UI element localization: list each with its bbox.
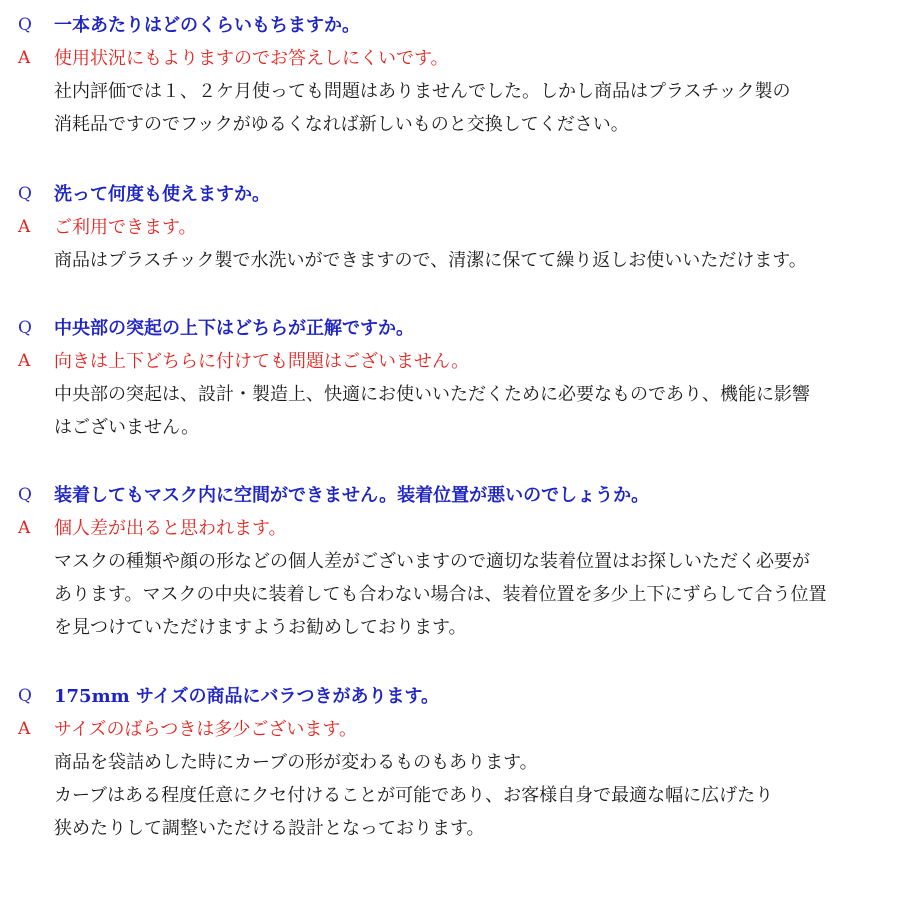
question-row — [0, 9, 900, 42]
question-text: 中央部の突起の上下はどちらが正解ですか。 — [54, 318, 414, 339]
faq-item — [0, 9, 900, 141]
answer-text: サイズのばらつきは多少ございます。 — [54, 719, 357, 740]
detail-text: はございません。 — [54, 417, 200, 438]
faq-item — [0, 680, 900, 845]
answer-detail-line — [0, 779, 900, 812]
answer-detail-line — [0, 578, 900, 611]
answer-detail-line — [0, 378, 900, 411]
answer-marker: A — [18, 351, 31, 371]
answer-text: 向きは上下どちらに付けても問題はございません。 — [54, 351, 470, 372]
answer-detail-line — [0, 244, 900, 277]
detail-text: マスクの種類や顔の形などの個人差がございますので適切な装着位置はお探しいただく必要が — [54, 551, 810, 572]
question-row — [0, 312, 900, 345]
answer-detail-line — [0, 611, 900, 644]
answer-detail-line — [0, 812, 900, 845]
answer-marker: A — [18, 48, 31, 68]
answer-row — [0, 42, 900, 75]
question-row — [0, 479, 900, 512]
answer-detail-line — [0, 108, 900, 141]
answer-detail-line — [0, 75, 900, 108]
answer-marker: A — [18, 217, 31, 237]
detail-text: 狭めたりして調整いただける設計となっております。 — [54, 818, 485, 839]
question-row — [0, 178, 900, 211]
answer-text: ご利用できます。 — [54, 217, 197, 238]
question-marker: Q — [18, 485, 32, 505]
detail-text: 商品はプラスチック製で水洗いができますので、清潔に保てて繰り返しお使いいただけます。 — [54, 250, 807, 271]
question-text: 一本あたりはどのくらいもちますか。 — [54, 15, 360, 36]
answer-row — [0, 345, 900, 378]
answer-text: 個人差が出ると思われます。 — [54, 518, 287, 539]
question-marker: Q — [18, 184, 32, 204]
answer-detail-line — [0, 545, 900, 578]
answer-row — [0, 512, 900, 545]
answer-row — [0, 713, 900, 746]
faq-item — [0, 312, 900, 444]
detail-text: 中央部の突起は、設計・製造上、快適にお使いいただくために必要なものであり、機能に影響 — [54, 384, 810, 405]
question-text: 洗って何度も使えますか。 — [54, 184, 270, 205]
answer-marker: A — [18, 719, 31, 739]
answer-row — [0, 211, 900, 244]
faq-item — [0, 479, 900, 644]
detail-text: を見つけていただけますようお勧めしております。 — [54, 617, 467, 638]
detail-text: カーブはある程度任意にクセ付けることが可能であり、お客様自身で最適な幅に広げたり — [54, 785, 774, 806]
detail-text: 消耗品ですのでフックがゆるくなれば新しいものと交換してください。 — [54, 114, 629, 135]
question-row — [0, 680, 900, 713]
question-marker: Q — [18, 686, 32, 706]
detail-text: あります。マスクの中央に装着しても合わない場合は、装着位置を多少上下にずらして合う位置 — [54, 584, 827, 605]
faq-item — [0, 178, 900, 277]
answer-detail-line — [0, 746, 900, 779]
answer-marker: A — [18, 518, 31, 538]
detail-text: 商品を袋詰めした時にカーブの形が変わるものもあります。 — [54, 752, 538, 773]
answer-text: 使用状況にもよりますのでお答えしにくいです。 — [54, 48, 449, 69]
question-marker: Q — [18, 318, 32, 338]
question-marker: Q — [18, 15, 32, 35]
question-text: 装着してもマスク内に空間ができません。装着位置が悪いのでしょうか。 — [54, 485, 650, 506]
detail-text: 社内評価では１、２ケ月使っても問題はありませんでした。しかし商品はプラスチック製の — [54, 81, 791, 102]
question-text: 175mm サイズの商品にバラつきがあります。 — [54, 686, 440, 707]
answer-detail-line — [0, 411, 900, 444]
